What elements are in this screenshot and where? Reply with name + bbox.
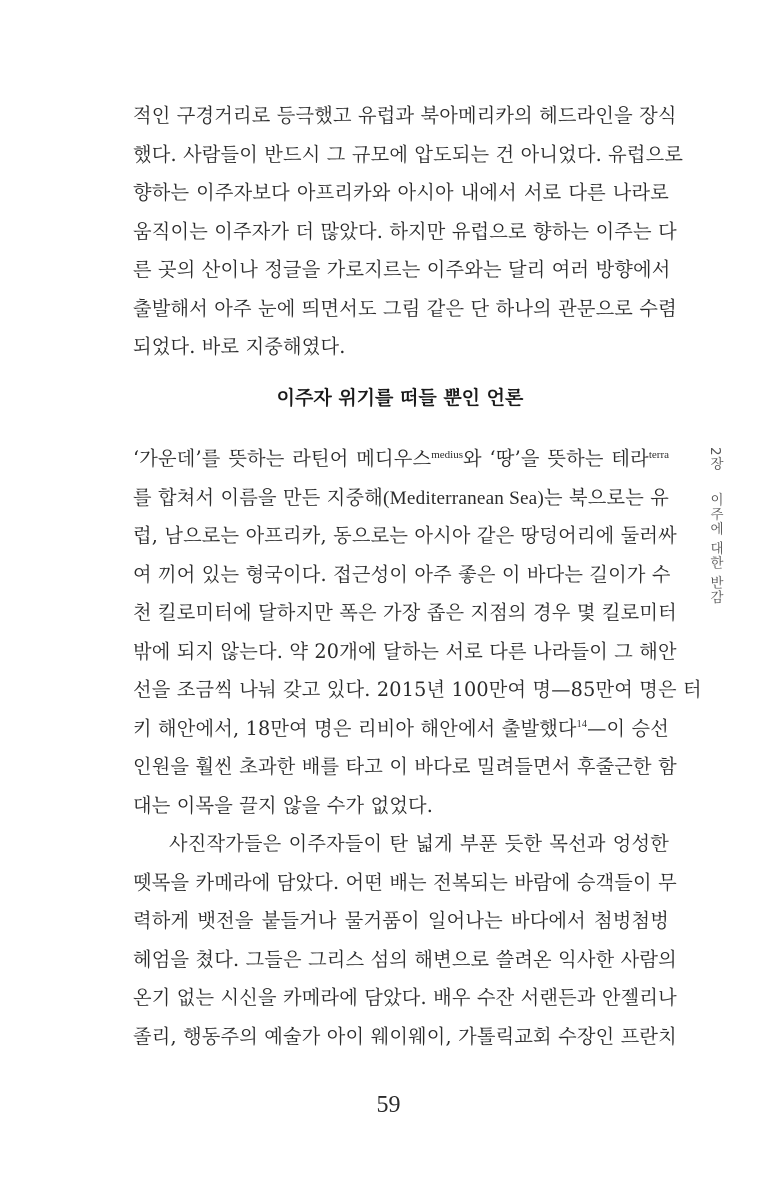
text-line: 헤엄을 쳤다. 그들은 그리스 섬의 해변으로 쓸려온 익사한 사람의 (133, 947, 677, 971)
body-text-section-2 (133, 440, 702, 1056)
text-run: 키 해안에서, 18만여 명은 리비아 해안에서 출발했다 (133, 716, 577, 740)
text-line: 온기 없는 시신을 카메라에 담았다. 배우 수잔 서랜든과 안젤리나 (133, 986, 677, 1009)
text-line: 력하게 뱃전을 붙들거나 물거품이 일어나는 바다에서 첨벙첨벙 (133, 909, 669, 932)
latin-gloss: medius (431, 449, 464, 461)
running-header (705, 447, 725, 604)
text-line (133, 710, 669, 749)
text-line: 른 곳의 산이나 정글을 가로지르는 이주와는 달리 여러 방향에서 (133, 258, 671, 281)
text-line: 밖에 되지 않는다. 약 20개에 달하는 서로 다른 나라들이 그 해안 (133, 639, 677, 663)
text-line: 출발해서 아주 눈에 띄면서도 그림 같은 단 하나의 관문으로 수렴 (133, 296, 677, 320)
text-line: 럽, 남으로는 아프리카, 동으로는 아시아 같은 땅덩어리에 둘러싸 (133, 524, 677, 547)
text-line: 적인 구경거리로 등극했고 유럽과 북아메리카의 헤드라인을 장식 (133, 104, 677, 127)
page-number: 59 (376, 1092, 401, 1118)
paragraph (133, 440, 702, 825)
footnote-marker[interactable]: 14 (576, 718, 588, 730)
paragraph (133, 825, 677, 1056)
text-line: 여 끼어 있는 형국이다. 접근성이 아주 좋은 이 바다는 길이가 수 (133, 562, 671, 586)
text-run: 는 북으로는 유 (543, 485, 669, 509)
text-line (133, 440, 669, 479)
text-line: 향하는 이주자보다 아프리카와 아시아 내에서 서로 다른 나라로 (133, 181, 669, 204)
text-line: 움직이는 이주자가 더 많았다. 하지만 유럽으로 향하는 이주는 다 (133, 219, 677, 243)
text-line (133, 479, 669, 518)
chapter-title: 이주에 대한 반감 (707, 492, 723, 605)
text-line: 되었다. 바로 지중해였다. (133, 335, 346, 358)
latin-gloss: terra (648, 449, 669, 461)
text-run: —이 승선 (587, 716, 669, 740)
text-run: 를 합쳐서 이름을 만든 지중해 (133, 485, 384, 509)
text-line: 뗏목을 카메라에 담았다. 어떤 배는 전복되는 바람에 승객들이 무 (133, 870, 677, 894)
text-line: 대는 이목을 끌지 않을 수가 없었다. (133, 793, 434, 817)
text-line: 졸리, 행동주의 예술가 아이 웨이웨이, 가톨릭교회 수장인 프란치 (133, 1024, 677, 1048)
text-line: 인원을 훨씬 초과한 배를 타고 이 바다로 밀려들면서 후줄근한 함 (133, 755, 677, 778)
body-text-section-1 (133, 97, 684, 367)
section-heading: 이주자 위기를 떠들 뿐인 언론 (276, 387, 524, 409)
text-run: ‘가운데’를 뜻하는 라틴어 메디우스 (133, 447, 432, 470)
text-line: 사진작가들은 이주자들이 탄 넓게 부푼 듯한 목선과 엉성한 (169, 832, 669, 855)
text-line: 했다. 사람들이 반드시 그 규모에 압도되는 건 아니었다. 유럽으로 (133, 142, 684, 166)
latin-term: (Mediterranean Sea) (383, 487, 544, 509)
text-run: 와 ‘땅’을 뜻하는 테라 (463, 447, 649, 470)
text-line: 선을 조금씩 나눠 갖고 있다. 2015년 100만여 명—85만여 명은 터 (133, 678, 702, 701)
chapter-label: 2장 (707, 447, 723, 472)
text-line: 천 킬로미터에 달하지만 폭은 가장 좁은 지점의 경우 몇 킬로미터 (133, 601, 677, 624)
